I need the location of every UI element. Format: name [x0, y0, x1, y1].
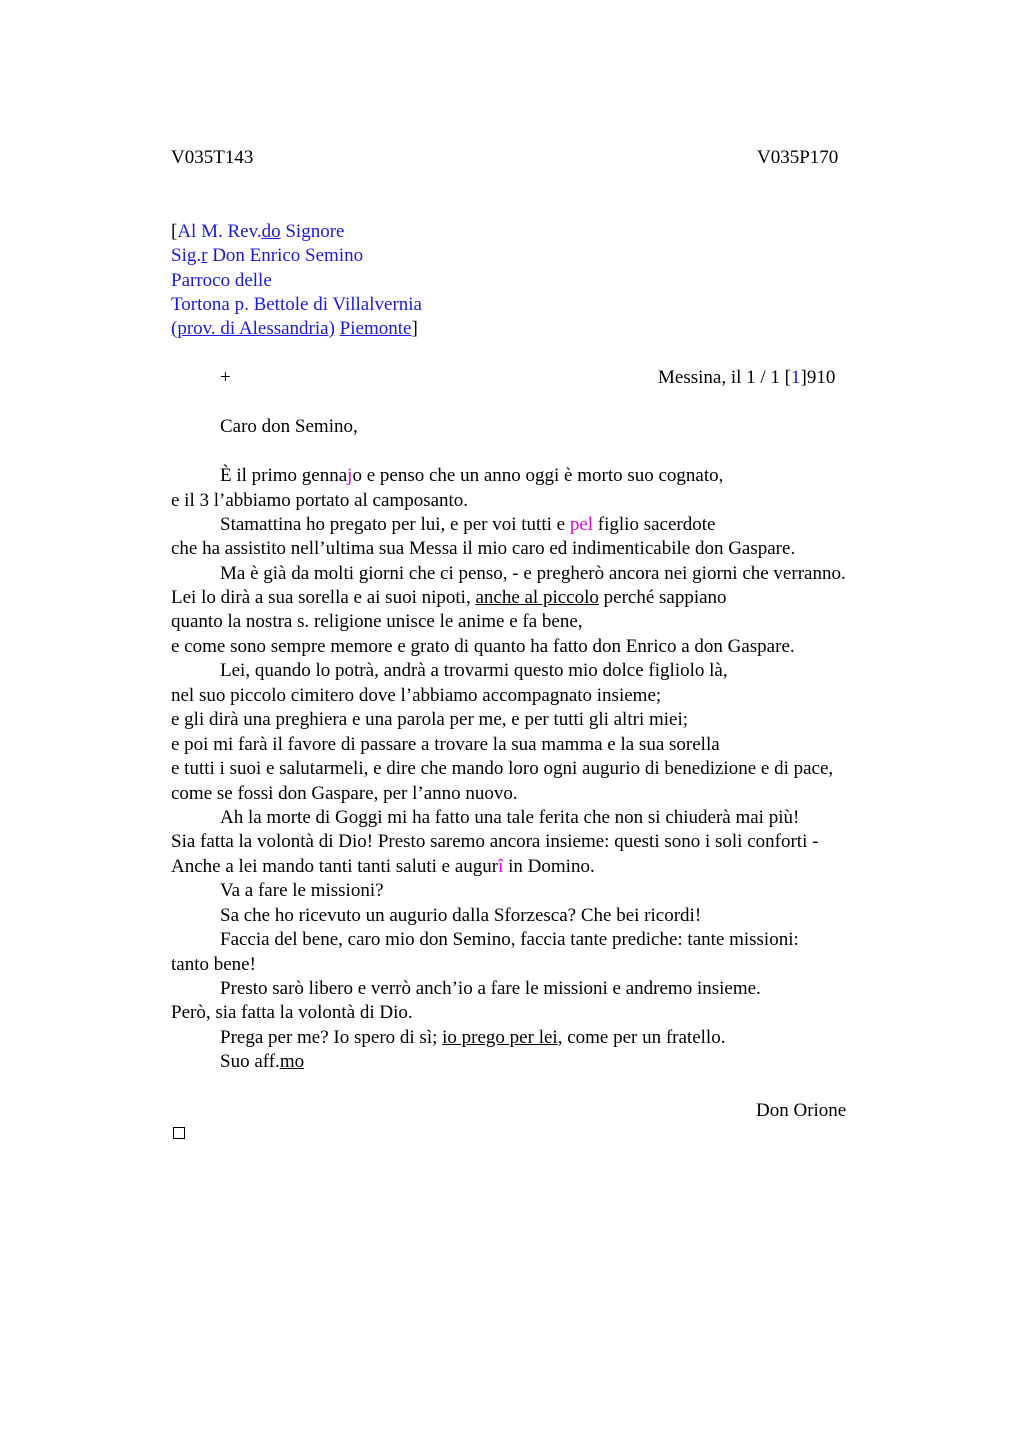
closing-line: Suo aff.mo [220, 1051, 305, 1072]
body-line: quanto la nostra s. religione unisce le anime e fa bene, [171, 611, 583, 632]
dateline: Messina, il 1 / 1 [1]910 [658, 367, 836, 388]
body-line: Stamattina ho pregato per lui, e per voi tutti e pel figlio sacerdote [220, 514, 716, 535]
document-code-right: V035P170 [757, 147, 839, 168]
salutation: Caro don Semino, [220, 416, 358, 437]
signature: Don Orione [756, 1100, 847, 1121]
end-square-icon [173, 1127, 185, 1139]
body-line: Presto sarò libero e verrò anch’io a fare le missioni e andremo insieme. [220, 978, 761, 999]
body-line: come se fossi don Gaspare, per l’anno nuovo. [171, 783, 518, 804]
address-line-1: [Al M. Rev.do Signore [171, 221, 345, 242]
body-line: e poi mi farà il favore di passare a trovare la sua mamma e la sua sorella [171, 734, 720, 755]
body-line: Però, sia fatta la volontà di Dio. [171, 1002, 413, 1023]
body-line: e come sono sempre memore e grato di quanto ha fatto don Enrico a don Gaspare. [171, 636, 795, 657]
document-code-left: V035T143 [171, 147, 254, 168]
body-line: nel suo piccolo cimitero dove l’abbiamo accompagnato insieme; [171, 685, 662, 706]
body-line: Lei lo dirà a sua sorella e ai suoi nipoti, anche al piccolo perché sappiano [171, 587, 727, 608]
body-line: Va a fare le missioni? [220, 880, 384, 901]
body-line: Ah la morte di Goggi mi ha fatto una tale ferita che non si chiuderà mai più! [220, 807, 800, 828]
cross-mark: + [220, 367, 231, 388]
address-line-2: Sig.r Don Enrico Semino [171, 245, 364, 266]
body-line: e il 3 l’abbiamo portato al camposanto. [171, 490, 469, 511]
address-line-5: (prov. di Alessandria) Piemonte] [171, 318, 418, 339]
body-line: Ma è già da molti giorni che ci penso, - e pregherò ancora nei giorni che verranno. [220, 563, 846, 584]
body-line: Sia fatta la volontà di Dio! Presto saremo ancora insieme: questi sono i soli conforti - [171, 831, 819, 852]
body-line: e tutti i suoi e salutarmeli, e dire che mando loro ogni augurio di benedizione e di pace, [171, 758, 834, 779]
body-line: È il primo gennajo e penso che un anno oggi è morto suo cognato, [220, 465, 724, 486]
body-line: che ha assistito nell’ultima sua Messa il mio caro ed indimenticabile don Gaspare. [171, 538, 796, 559]
body-line: Lei, quando lo potrà, andrà a trovarmi questo mio dolce figliolo là, [220, 660, 728, 681]
body-line: Sa che ho ricevuto un augurio dalla Sforzesca? Che bei ricordi! [220, 905, 702, 926]
body-line: tanto bene! [171, 954, 256, 975]
address-line-3: Parroco delle [171, 270, 272, 291]
body-line: Prega per me? Io spero di sì; io prego per lei, come per un fratello. [220, 1027, 726, 1048]
address-line-4: Tortona p. Bettole di Villalvernia [171, 294, 422, 315]
body-line: e gli dirà una preghiera e una parola per me, e per tutti gli altri miei; [171, 709, 689, 730]
body-line: Faccia del bene, caro mio don Semino, faccia tante prediche: tante missioni: [220, 929, 799, 950]
body-line: Anche a lei mando tanti tanti saluti e augurî in Domino. [171, 856, 595, 877]
